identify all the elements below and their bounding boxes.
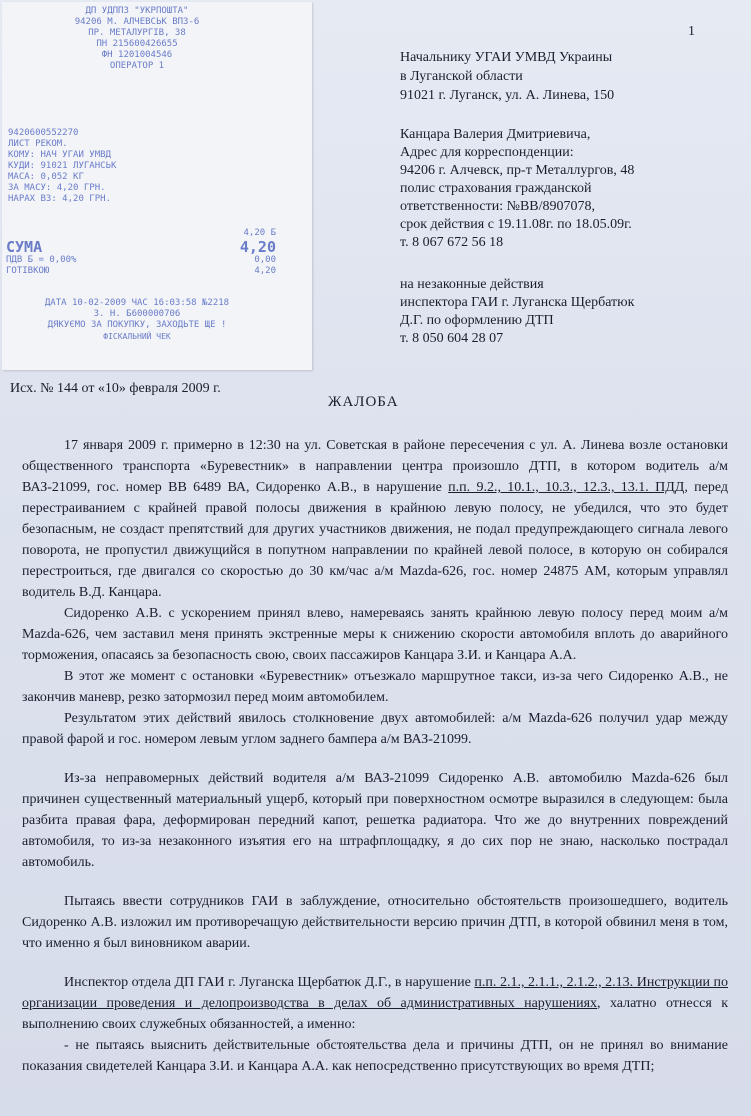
paragraph: Сидоренко А.В. с ускорением принял влево, намереваясь занять крайнюю левую полосу перед моим а/м Mazda-626, чем заставил меня принять экстренные меры к снижению скорости автомобиля вплоть до аварийного торможения, опасаясь за безопасность свою, своих пассажиров Канцара З.И. и Канцара А.А.: [22, 606, 728, 663]
subject-line: Д.Г. по оформлению ДТП: [400, 313, 554, 328]
sender-line: Канцара Валерия Дмитриевича,: [400, 127, 591, 142]
receipt-total-row: [6, 228, 276, 239]
subject-block: [400, 276, 634, 348]
traffic-rules-reference: п.п. 9.2., 10.1., 10.3., 12.3., 13.1. ПДД: [448, 480, 685, 495]
subject-line: т. 8 050 604 28 07: [400, 331, 504, 346]
receipt-sum-row: [6, 239, 276, 255]
receipt-line: ДЯКУЄМО ЗА ПОКУПКУ, ЗАХОДЬТЕ ЩЕ !: [47, 320, 227, 330]
document-title: ЖАЛОБА: [328, 394, 399, 410]
sender-line: Адрес для корреспонденции:: [400, 145, 574, 160]
receipt-total-row: [6, 266, 276, 277]
addressee-line: 91021 г. Луганск, ул. А. Линева, 150: [400, 88, 615, 103]
receipt-line: 94206 М. АЛЧЕВСЬК ВПЗ-6: [74, 17, 200, 27]
outgoing-number: Исх. № 144 от «10» февраля 2009 г.: [10, 381, 221, 396]
receipt-total-label: ГОТІВКОЮ: [6, 266, 50, 276]
receipt-line: ДАТА 10-02-2009 ЧАС 16:03:58 №2218: [44, 298, 230, 308]
receipt-line: З. Н. Б600000706: [93, 309, 181, 319]
receipt-line: 9420600552270: [8, 128, 79, 138]
addressee-line: в Луганской области: [400, 69, 523, 84]
receipt-line: ФІСКАЛЬНИЙ ЧЕК: [103, 332, 171, 341]
sender-block: [400, 126, 634, 252]
postal-receipt: [2, 2, 312, 370]
receipt-line: КОМУ: НАЧ УГАИ УМВД: [8, 150, 111, 160]
sender-line: срок действия с 19.11.08г. по 18.05.09г.: [400, 217, 632, 232]
paragraph: Результатом этих действий явилось столкновение двух автомобилей: а/м Mazda-626 получил удар между правой фарой и гос. номером левым углом заднего бампера а/м ВАЗ-21099.: [22, 711, 728, 747]
page-number: 1: [688, 24, 695, 39]
receipt-totals: [6, 228, 276, 277]
paragraph: [22, 972, 728, 1035]
receipt-total-value: 4,20: [254, 266, 276, 276]
receipt-total-value: 0,00: [254, 255, 276, 265]
receipt-line: ПН 215600426655: [96, 39, 178, 49]
paragraph: Пытаясь ввести сотрудников ГАИ в заблуждение, относительно обстоятельств произошедшего, водитель Сидоренко А.В. изложил им противоречащую действительности версию причин ДТП, в которой обвинил меня в том, что именно я был виновником аварии.: [22, 894, 728, 951]
paragraph-text: , халатно отнесся к выполнению своих служебных обязанностей, а именно:: [22, 996, 728, 1032]
receipt-line: НАРАХ ВЗ: 4,20 ГРН.: [8, 194, 111, 204]
paragraph-text: 17 января 2009 г. примерно в 12:30 на ул. Советская в районе пересечения с ул. А. Линева возле остановки общественного транспорта «Буревестник» в направлении центра произошло ДТП, в котором водитель а/м ВАЗ-21099, гос. номер ВВ 6489 ВА, Сидоренко А.В., в нарушение: [22, 438, 728, 495]
receipt-line: ОПЕРАТОР 1: [109, 61, 165, 71]
receipt-line: ЛИСТ РЕКОМ.: [8, 139, 68, 149]
sender-line: 94206 г. Алчевск, пр-т Металлургов, 48: [400, 163, 635, 178]
receipt-line: ФН 1201004546: [101, 50, 173, 60]
addressee-line: Начальнику УГАИ УМВД Украины: [400, 50, 613, 65]
paragraph: Из-за неправомерных действий водителя а/м ВАЗ-21099 Сидоренко А.В. автомобилю Mazda-626 был причинен существенный материальный ущерб, который при поверхностном осмотре выразился в следующем: была разбита правая фара, деформирован передний капот, решетка радиатора. Что же до внутренних повреждений автомобиля, то из-за незаконного изъятия его на штрафплощадку, я до сих пор не знаю, насколько пострадал автомобиль.: [22, 771, 728, 870]
receipt-header: [62, 6, 212, 72]
paragraph: - не пытаясь выяснить действительные обстоятельства дела и причины ДТП, он не принял во внимание показания свидетелей Канцара З.И. и Канцара А.А. как непосредственно присутствующих во время ДТП;: [22, 1038, 728, 1074]
paragraph-text: , перед перестраиванием с крайней правой полосы движения в крайнюю левую полосу, не убедился, что это будет безопасным, не создаст препятствий для других участников движения, не подал предупреждающего сигнала левого поворота, не пропустил движущийся в попутном направлении по крайней левой полосе, в которую он собирался перестроиться, где двигался со скоростью до 30 км/час а/м Mazda-626, гос. номер 24875 АМ, которым управлял водитель В.Д. Канцара.: [22, 480, 729, 600]
receipt-line: ДП УДППЗ "УКРПОШТА": [85, 6, 189, 16]
receipt-total-value: 4,20 Б: [243, 228, 276, 238]
subject-line: на незаконные действия: [400, 277, 544, 292]
sender-line: ответственности: №ВВ/8907078,: [400, 199, 596, 214]
receipt-total-value: 4,20: [239, 238, 276, 256]
receipt-body: [8, 128, 116, 205]
receipt-total-label: СУМА: [6, 238, 43, 256]
receipt-line: ЗА МАСУ: 4,20 ГРН.: [8, 183, 106, 193]
instruction-reference: п.п. 2.1., 2.1.1., 2.1.2., 2.13. Инструкции по организации проведения и делопроизводства в делах об административных нарушениях: [22, 975, 728, 1011]
paragraph-text: Инспектор отдела ДП ГАИ г. Луганска Щербатюк Д.Г., в нарушение: [64, 975, 475, 990]
sender-line: полис страхования гражданской: [400, 181, 592, 196]
complaint-body: [22, 435, 728, 1077]
sender-line: т. 8 067 672 56 18: [400, 235, 504, 250]
receipt-line: МАСА: 0,052 КГ: [8, 172, 84, 182]
subject-line: инспектора ГАИ г. Луганска Щербатюк: [400, 295, 635, 310]
receipt-total-row: [6, 255, 276, 266]
receipt-line: ПР. МЕТАЛУРГІВ, 38: [88, 28, 186, 38]
paragraph: В этот же момент с остановки «Буревестник» отъезжало маршрутное такси, из-за чего Сидоренко А.В., не закончив маневр, резко затормозил перед моим автомобилем.: [22, 669, 728, 705]
paragraph: [22, 435, 728, 603]
receipt-line: КУДИ: 91021 ЛУГАНСЬК: [8, 161, 117, 171]
receipt-total-label: ПДВ Б = 0,00%: [6, 255, 77, 265]
addressee-block: [400, 48, 614, 105]
receipt-footer: [22, 298, 252, 342]
